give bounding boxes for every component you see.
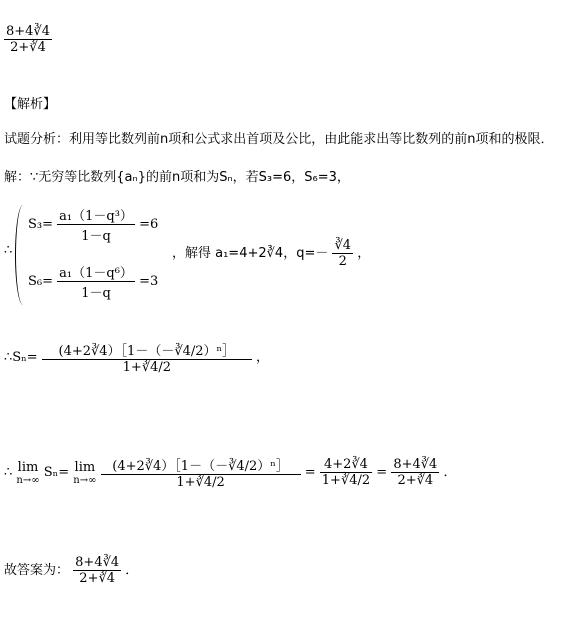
eq1-numerator: a₁（1－q³）	[57, 205, 135, 225]
limit-denominator: 1+∛4/2	[176, 475, 225, 490]
sn-lhs: ∴Sₙ=	[4, 350, 38, 365]
lim2-under: n→∞	[73, 474, 97, 486]
final-answer	[4, 555, 138, 586]
lim2-label: lim	[74, 459, 96, 475]
limit-eq2-denominator: 1+∛4/2	[321, 473, 371, 488]
sn-tail: ，	[255, 350, 269, 365]
eq2-rhs: =3	[139, 274, 159, 289]
limit-prefix: ∴	[4, 465, 13, 480]
analysis-text: 试题分析：利用等比数列前n项和公式求出首项及公比，由此能求出等比数列的前n项和的极限．	[4, 132, 554, 147]
therefore-symbol: ∴	[4, 243, 13, 258]
limit-tail: ．	[443, 465, 457, 480]
eq1-denominator: 1－q	[81, 229, 111, 244]
equation-s6	[28, 262, 158, 301]
solve-text: ，解得 a₁=4+2∛4，q=－	[172, 246, 329, 261]
top-answer-numerator: 8+4∛4	[6, 24, 50, 39]
solve-result	[172, 238, 370, 269]
section-title: 【解析】	[4, 97, 57, 112]
limit-eq3-numerator: 8+4∛4	[393, 457, 438, 472]
solve-tail: ，	[357, 246, 371, 261]
solution-intro: 解：∵无穷等比数列{aₙ}的前n项和为Sₙ，若S₃=6，S₆=3，	[4, 170, 350, 185]
final-tail: ．	[125, 563, 139, 578]
eq2-denominator: 1－q	[81, 286, 111, 301]
final-label: 故答案为：	[4, 563, 70, 578]
sn-denominator: 1+∛4/2	[122, 360, 172, 375]
limit-numerator: (4+2∛4）［1－（－∛4/2）ⁿ］	[101, 455, 301, 475]
sn-formula	[4, 340, 269, 375]
limit-sn: Sₙ=	[43, 465, 70, 480]
limit-expression: ∴ lim n→∞ Sₙ= lim n→∞ $\frac{\text{(4+2∛4）［1－（－∛4/2）ⁿ］}}{1+∛4/2}$ = $\frac{4+2∛4}{1+∛4/2}$ = $\frac{8+4∛4}{2+∛4}$ ．	[4, 457, 457, 490]
eq2-lhs: S₆=	[28, 274, 54, 289]
top-answer-denominator: 2+∛4	[10, 40, 46, 55]
lim1-label: lim	[17, 459, 39, 475]
eq1-rhs: =6	[139, 217, 159, 232]
top-answer-fraction	[4, 24, 52, 55]
limit-eq2-numerator: 4+2∛4	[320, 457, 372, 473]
system-brace	[15, 205, 26, 305]
equation-s3	[28, 205, 158, 244]
q-denominator: 2	[338, 254, 347, 269]
eq2-numerator: a₁（1－q⁶）	[57, 262, 135, 282]
q-numerator: ∛4	[334, 238, 352, 253]
final-denominator: 2+∛4	[79, 571, 116, 586]
sn-numerator: (4+2∛4）［1－（－∛4/2）ⁿ］	[42, 340, 252, 360]
final-numerator: 8+4∛4	[75, 555, 120, 570]
limit-eq3-denominator: 2+∛4	[397, 473, 434, 488]
eq1-lhs: S₃=	[28, 217, 54, 232]
lim1-under: n→∞	[16, 474, 40, 486]
